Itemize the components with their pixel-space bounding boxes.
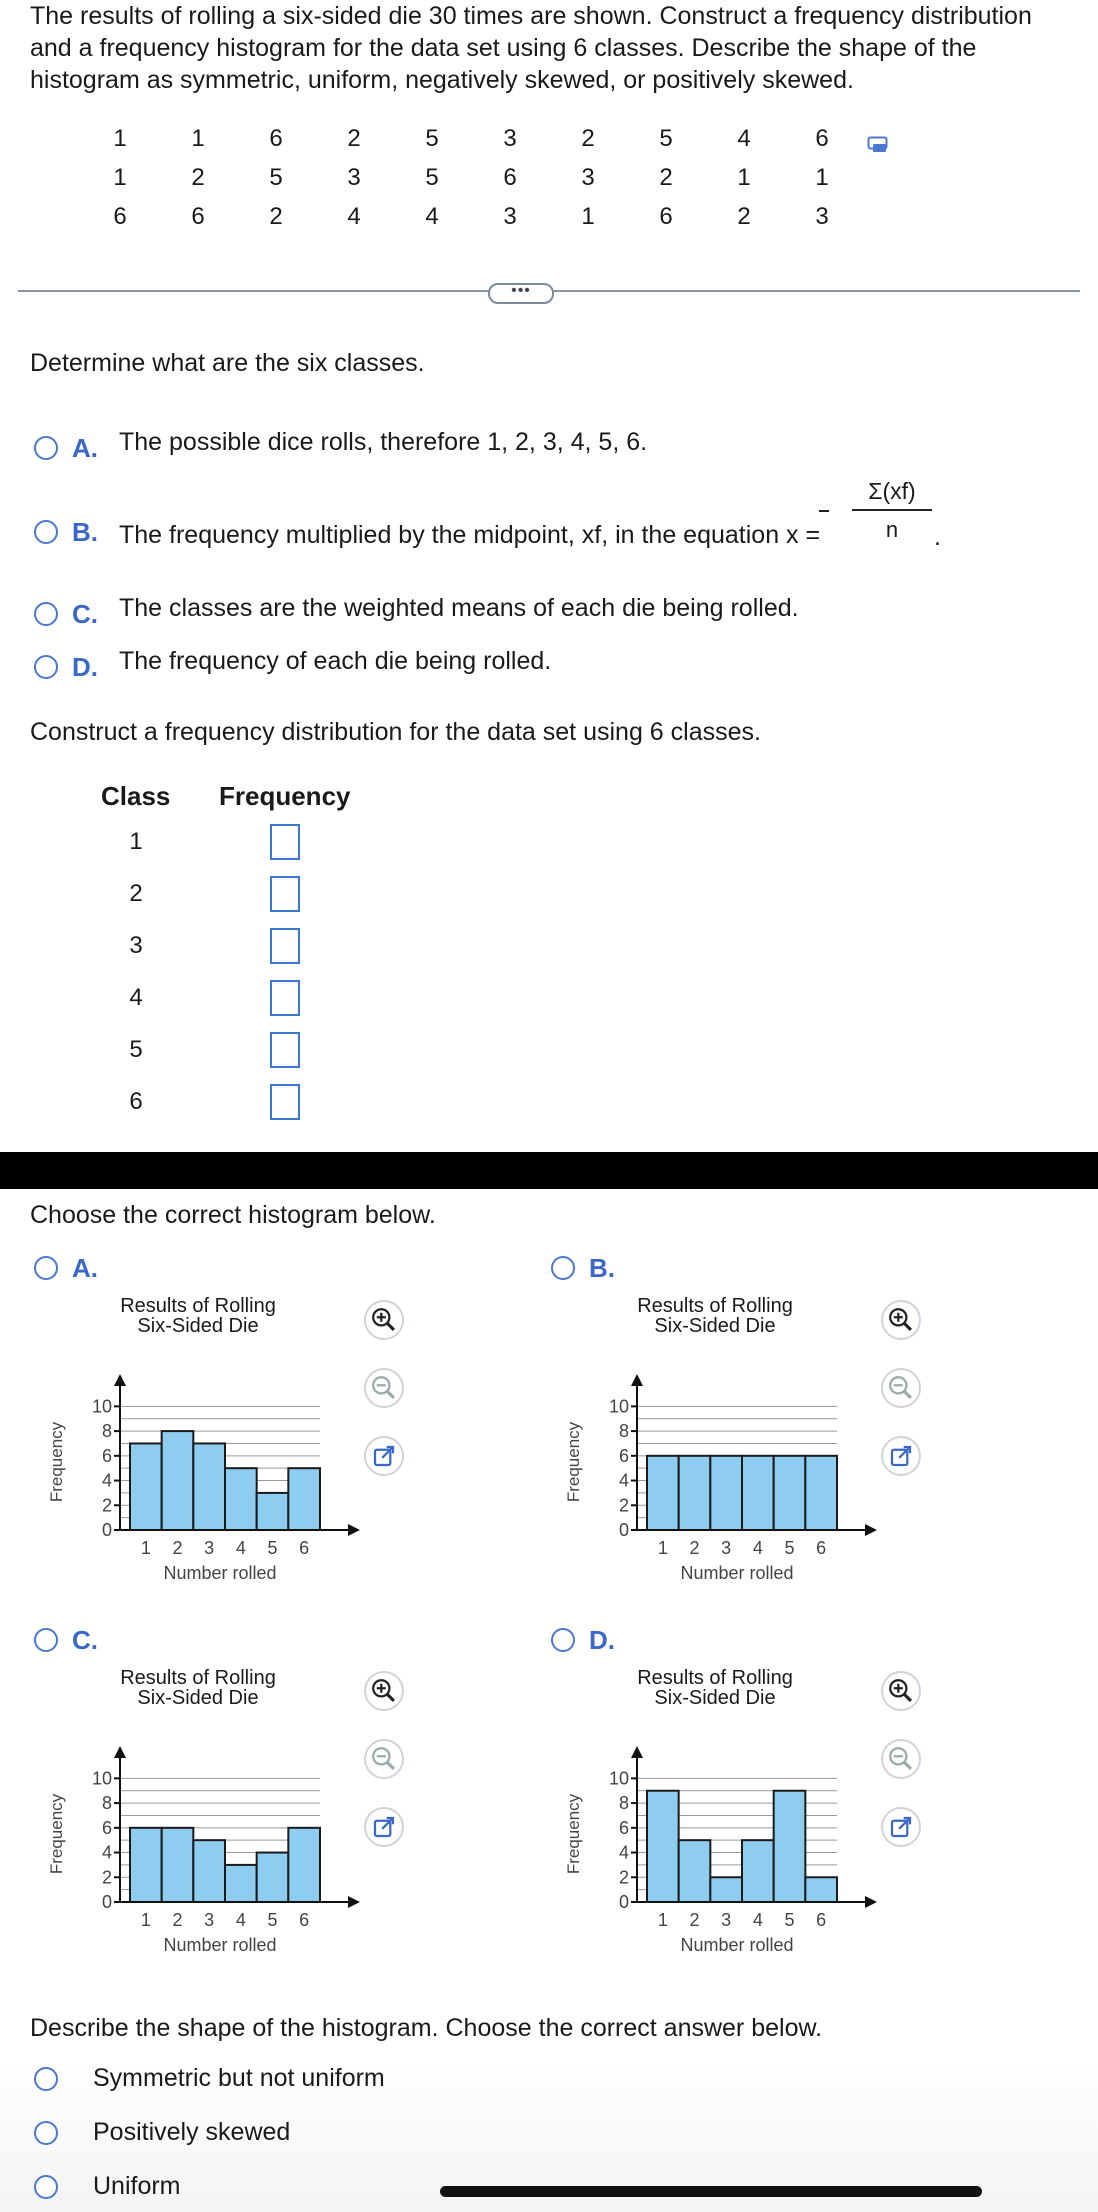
open-external-icon[interactable] <box>881 1436 921 1476</box>
histogram-c <box>40 1662 360 1972</box>
histogram-bar <box>162 1828 194 1902</box>
y-axis-arrow <box>631 1746 643 1758</box>
y-tick-label: 8 <box>618 1421 629 1442</box>
x-axis-label: Number rolled <box>680 1563 794 1583</box>
data-cell: 6 <box>113 203 127 230</box>
part3-prompt: Choose the correct histogram below. <box>30 1201 436 1229</box>
data-cell: 5 <box>269 164 283 191</box>
histogram-bar <box>130 1828 162 1902</box>
chart-title-line: Results of Rolling <box>120 1295 276 1317</box>
histogram-letter-b: B. <box>589 1253 615 1283</box>
x-tick-label: 5 <box>267 1538 278 1558</box>
y-axis-label: Frequency <box>564 1421 583 1503</box>
screen-divider-bar <box>0 1152 1098 1189</box>
histogram-radio-a[interactable] <box>34 1256 58 1280</box>
class-label: 4 <box>129 984 143 1011</box>
fraction-numerator: Σ(xf) <box>852 478 932 511</box>
y-tick-label: 4 <box>618 1842 629 1863</box>
class-label: 2 <box>129 880 143 907</box>
y-tick-label: 10 <box>91 1768 112 1789</box>
y-axis-label: Frequency <box>47 1793 66 1875</box>
home-indicator <box>440 2186 982 2197</box>
data-cell: 2 <box>581 125 595 152</box>
data-cell: 6 <box>191 203 205 230</box>
y-tick-label: 6 <box>101 1445 112 1466</box>
x-axis-label: Number rolled <box>163 1563 277 1583</box>
copy-data-icon[interactable] <box>867 136 891 154</box>
data-cell: 3 <box>503 125 517 152</box>
data-cell: 1 <box>737 164 751 191</box>
x-tick-label: 3 <box>721 1538 732 1558</box>
histogram-bar <box>288 1468 320 1530</box>
chart-title-line: Results of Rolling <box>120 1667 276 1689</box>
fraction-denominator: n <box>885 517 899 542</box>
y-tick-label: 4 <box>618 1470 629 1491</box>
part1-option-c-text[interactable]: The classes are the weighted means of each die being rolled. <box>119 594 799 622</box>
x-tick-label: 3 <box>204 1538 215 1558</box>
formula-period: . <box>934 523 941 551</box>
data-cell: 4 <box>347 203 361 230</box>
class-label: 1 <box>129 828 143 855</box>
x-tick-label: 1 <box>140 1910 151 1930</box>
chart-title-line: Results of Rolling <box>637 1667 793 1689</box>
y-tick-label: 4 <box>101 1470 112 1491</box>
y-tick-label: 2 <box>618 1495 629 1516</box>
part1-option-d-text[interactable]: The frequency of each die being rolled. <box>119 647 552 675</box>
y-tick-label: 0 <box>101 1520 112 1540</box>
x-axis-arrow <box>865 1896 877 1908</box>
histogram-bar <box>257 1853 289 1902</box>
data-cell: 1 <box>815 164 829 191</box>
frequency-header: Frequency <box>219 781 351 811</box>
histogram-radio-d[interactable] <box>551 1628 575 1652</box>
part1-radio-d[interactable] <box>34 655 58 679</box>
part1-radio-c[interactable] <box>34 602 58 626</box>
frequency-input-3[interactable] <box>270 928 300 964</box>
histogram-bar <box>774 1456 806 1530</box>
part1-radio-b[interactable] <box>34 520 58 544</box>
x-tick-label: 2 <box>689 1538 700 1558</box>
y-tick-label: 10 <box>608 1768 629 1789</box>
histogram-bar <box>647 1456 679 1530</box>
histogram-bar <box>225 1865 257 1902</box>
y-axis-arrow <box>631 1374 643 1386</box>
zoom-in-icon[interactable] <box>881 1300 921 1340</box>
x-tick-label: 4 <box>235 1538 246 1558</box>
x-axis-arrow <box>348 1524 360 1536</box>
histogram-letter-a: A. <box>72 1253 98 1283</box>
data-cell: 3 <box>503 203 517 230</box>
y-tick-label: 6 <box>618 1817 629 1838</box>
x-tick-label: 6 <box>299 1910 310 1930</box>
x-axis-arrow <box>865 1524 877 1536</box>
data-cell: 4 <box>737 125 751 152</box>
data-row <box>90 203 870 241</box>
zoom-in-icon[interactable] <box>364 1671 404 1711</box>
histogram-bar <box>710 1456 742 1530</box>
data-cell: 2 <box>269 203 283 230</box>
zoom-in-icon[interactable] <box>364 1300 404 1340</box>
x-tick-label: 5 <box>267 1910 278 1930</box>
chart-title-line: Six-Sided Die <box>137 1687 259 1709</box>
y-tick-label: 8 <box>101 1421 112 1442</box>
part1-option-b-text[interactable]: The frequency multiplied by the midpoint, xf, in the equation x = <box>119 521 821 549</box>
zoom-out-icon[interactable] <box>881 1739 921 1779</box>
shape-option-text[interactable]: Symmetric but not uniform <box>93 2064 385 2092</box>
x-tick-label: 6 <box>816 1538 827 1558</box>
data-cell: 2 <box>191 164 205 191</box>
data-cell: 2 <box>347 125 361 152</box>
histogram-bar <box>679 1456 711 1530</box>
x-tick-label: 4 <box>235 1910 246 1930</box>
histogram-bar <box>774 1791 806 1902</box>
data-cell: 1 <box>113 125 127 152</box>
histogram-radio-c[interactable] <box>34 1628 58 1652</box>
open-external-icon[interactable] <box>881 1807 921 1847</box>
histogram-bar <box>710 1877 742 1902</box>
x-tick-label: 1 <box>657 1538 668 1558</box>
chart-title-line: Six-Sided Die <box>654 1315 776 1337</box>
class-label: 6 <box>129 1088 143 1115</box>
data-cell: 6 <box>503 164 517 191</box>
data-row <box>90 125 870 163</box>
histogram-radio-b[interactable] <box>551 1256 575 1280</box>
xbar-overline <box>819 510 829 512</box>
chart-title-line: Results of Rolling <box>637 1295 793 1317</box>
data-cell: 1 <box>581 203 595 230</box>
frequency-input-5[interactable] <box>270 1032 300 1068</box>
histogram-bar <box>647 1791 679 1902</box>
x-tick-label: 1 <box>657 1910 668 1930</box>
part1-letter-d: D. <box>72 652 98 682</box>
frequency-input-6[interactable] <box>270 1084 300 1120</box>
data-cell: 5 <box>659 125 673 152</box>
x-tick-label: 1 <box>140 1538 151 1558</box>
open-external-icon[interactable] <box>364 1807 404 1847</box>
x-tick-label: 3 <box>204 1910 215 1930</box>
shape-radio-2[interactable] <box>34 2121 58 2145</box>
histogram-bar <box>742 1840 774 1902</box>
data-cell: 2 <box>737 203 751 230</box>
part1-letter-b: B. <box>72 517 98 547</box>
data-cell: 5 <box>425 125 439 152</box>
y-axis-arrow <box>114 1746 126 1758</box>
y-axis-label: Frequency <box>47 1421 66 1503</box>
histogram-a <box>40 1290 360 1600</box>
shape-option-text[interactable]: Uniform <box>93 2172 181 2200</box>
x-tick-label: 3 <box>721 1910 732 1930</box>
zoom-out-icon[interactable] <box>881 1368 921 1408</box>
y-tick-label: 2 <box>101 1495 112 1516</box>
data-row <box>90 164 870 202</box>
class-header: Class <box>101 781 171 811</box>
data-cell: 3 <box>347 164 361 191</box>
shape-option-text[interactable]: Positively skewed <box>93 2118 291 2146</box>
data-cell: 1 <box>113 164 127 191</box>
y-tick-label: 0 <box>101 1892 112 1912</box>
y-tick-label: 6 <box>101 1817 112 1838</box>
mean-formula-fraction <box>852 478 932 543</box>
x-tick-label: 5 <box>784 1910 795 1930</box>
data-cell: 1 <box>191 125 205 152</box>
part4-prompt: Describe the shape of the histogram. Choose the correct answer below. <box>30 2014 823 2042</box>
histogram-bar <box>805 1877 837 1902</box>
x-tick-label: 2 <box>172 1538 183 1558</box>
shape-radio-1[interactable] <box>34 2067 58 2091</box>
histogram-bar <box>193 1443 225 1530</box>
y-tick-label: 6 <box>618 1445 629 1466</box>
histogram-bar <box>288 1828 320 1902</box>
data-cell: 6 <box>269 125 283 152</box>
y-tick-label: 8 <box>618 1793 629 1814</box>
histogram-letter-d: D. <box>589 1625 615 1655</box>
y-tick-label: 0 <box>618 1520 629 1540</box>
zoom-out-icon[interactable] <box>364 1739 404 1779</box>
histogram-bar <box>193 1840 225 1902</box>
part1-option-a-text[interactable]: The possible dice rolls, therefore 1, 2, 3, 4, 5, 6. <box>119 428 648 456</box>
data-cell: 2 <box>659 164 673 191</box>
data-cell: 5 <box>425 164 439 191</box>
histogram-bar <box>805 1456 837 1530</box>
data-cell: 3 <box>581 164 595 191</box>
zoom-in-icon[interactable] <box>881 1671 921 1711</box>
question-text: The results of rolling a six-sided die 30 times are shown. Construct a frequency distribution and a frequency histogram for the data set using 6 classes. Describe the shape of the histogram as symmetric, uniform, negatively skewed, or positively skewed. <box>30 2 1032 94</box>
frequency-input-2[interactable] <box>270 876 300 912</box>
x-axis-label: Number rolled <box>680 1935 794 1955</box>
shape-radio-3[interactable] <box>34 2175 58 2199</box>
part1-radio-a[interactable] <box>34 436 58 460</box>
histogram-bar <box>742 1456 774 1530</box>
y-tick-label: 10 <box>608 1396 629 1417</box>
open-external-icon[interactable] <box>364 1436 404 1476</box>
part1-letter-c: C. <box>72 599 98 629</box>
x-tick-label: 6 <box>816 1910 827 1930</box>
data-cell: 3 <box>815 203 829 230</box>
data-cell: 4 <box>425 203 439 230</box>
y-tick-label: 4 <box>101 1842 112 1863</box>
chart-title-line: Six-Sided Die <box>654 1687 776 1709</box>
y-tick-label: 10 <box>91 1396 112 1417</box>
x-tick-label: 2 <box>172 1910 183 1930</box>
part2-prompt: Construct a frequency distribution for the data set using 6 classes. <box>30 718 761 746</box>
x-tick-label: 6 <box>299 1538 310 1558</box>
part1-letter-a: A. <box>72 433 98 463</box>
x-tick-label: 5 <box>784 1538 795 1558</box>
histogram-bar <box>679 1840 711 1902</box>
x-tick-label: 2 <box>689 1910 700 1930</box>
histogram-bar <box>225 1468 257 1530</box>
zoom-out-icon[interactable] <box>364 1368 404 1408</box>
y-tick-label: 2 <box>101 1867 112 1888</box>
data-cell: 6 <box>659 203 673 230</box>
y-tick-label: 2 <box>618 1867 629 1888</box>
x-tick-label: 4 <box>752 1538 763 1558</box>
x-axis-arrow <box>348 1896 360 1908</box>
part1-prompt: Determine what are the six classes. <box>30 349 425 377</box>
histogram-bar <box>162 1431 194 1530</box>
y-axis-arrow <box>114 1374 126 1386</box>
x-tick-label: 4 <box>752 1910 763 1930</box>
frequency-input-4[interactable] <box>270 980 300 1016</box>
histogram-letter-c: C. <box>72 1625 98 1655</box>
histogram-bar <box>130 1443 162 1530</box>
histogram-bar <box>257 1493 289 1530</box>
class-label: 5 <box>129 1036 143 1063</box>
expand-more-button[interactable]: ••• <box>488 283 554 304</box>
histogram-d <box>557 1662 877 1972</box>
y-tick-label: 8 <box>101 1793 112 1814</box>
class-label: 3 <box>129 932 143 959</box>
frequency-input-1[interactable] <box>270 824 300 860</box>
x-axis-label: Number rolled <box>163 1935 277 1955</box>
data-cell: 6 <box>815 125 829 152</box>
y-axis-label: Frequency <box>564 1793 583 1875</box>
chart-title-line: Six-Sided Die <box>137 1315 259 1337</box>
y-tick-label: 0 <box>618 1892 629 1912</box>
histogram-b <box>557 1290 877 1600</box>
